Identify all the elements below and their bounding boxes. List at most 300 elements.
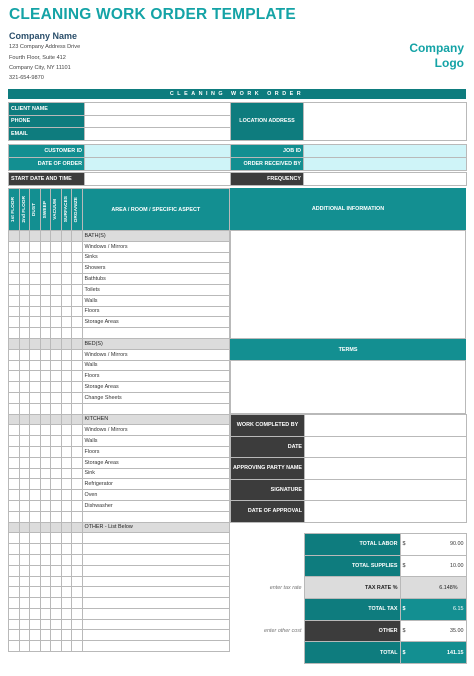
check-cell[interactable] xyxy=(51,490,62,501)
check-cell[interactable] xyxy=(72,533,83,544)
check-cell[interactable] xyxy=(19,554,30,565)
check-cell[interactable] xyxy=(61,457,72,468)
check-cell[interactable] xyxy=(61,576,72,587)
check-cell[interactable] xyxy=(61,284,72,295)
check-cell[interactable] xyxy=(51,479,62,490)
check-cell[interactable] xyxy=(51,533,62,544)
check-cell[interactable] xyxy=(19,619,30,630)
check-cell[interactable] xyxy=(51,500,62,511)
check-cell[interactable] xyxy=(19,479,30,490)
check-cell[interactable] xyxy=(30,274,41,285)
check-cell[interactable] xyxy=(30,338,41,349)
check-cell[interactable] xyxy=(61,328,72,339)
check-cell[interactable] xyxy=(51,565,62,576)
check-cell[interactable] xyxy=(9,436,20,447)
check-cell[interactable] xyxy=(61,263,72,274)
check-cell[interactable] xyxy=(9,468,20,479)
check-cell[interactable] xyxy=(72,565,83,576)
area-blank-field[interactable] xyxy=(82,576,230,587)
check-cell[interactable] xyxy=(40,446,51,457)
check-cell[interactable] xyxy=(51,619,62,630)
check-cell[interactable] xyxy=(72,241,83,252)
check-cell[interactable] xyxy=(30,598,41,609)
check-cell[interactable] xyxy=(72,295,83,306)
check-cell[interactable] xyxy=(30,425,41,436)
check-cell[interactable] xyxy=(30,263,41,274)
check-cell[interactable] xyxy=(19,349,30,360)
check-cell[interactable] xyxy=(30,554,41,565)
check-cell[interactable] xyxy=(30,392,41,403)
check-cell[interactable] xyxy=(61,468,72,479)
check-cell[interactable] xyxy=(30,544,41,555)
check-cell[interactable] xyxy=(72,306,83,317)
check-cell[interactable] xyxy=(61,587,72,598)
check-cell[interactable] xyxy=(9,231,20,242)
check-cell[interactable] xyxy=(40,328,51,339)
check-cell[interactable] xyxy=(72,446,83,457)
check-cell[interactable] xyxy=(40,349,51,360)
check-cell[interactable] xyxy=(40,511,51,522)
check-cell[interactable] xyxy=(9,490,20,501)
other-value[interactable]: 35.00 xyxy=(409,620,466,642)
check-cell[interactable] xyxy=(61,317,72,328)
check-cell[interactable] xyxy=(72,274,83,285)
additional-info-field[interactable] xyxy=(230,230,466,339)
check-cell[interactable] xyxy=(9,598,20,609)
job-id-field[interactable] xyxy=(304,145,467,158)
check-cell[interactable] xyxy=(51,414,62,425)
check-cell[interactable] xyxy=(40,231,51,242)
check-cell[interactable] xyxy=(61,641,72,652)
check-cell[interactable] xyxy=(72,338,83,349)
check-cell[interactable] xyxy=(72,436,83,447)
check-cell[interactable] xyxy=(51,263,62,274)
check-cell[interactable] xyxy=(30,414,41,425)
check-cell[interactable] xyxy=(9,414,20,425)
check-cell[interactable] xyxy=(9,641,20,652)
check-cell[interactable] xyxy=(72,554,83,565)
check-cell[interactable] xyxy=(19,317,30,328)
date-of-approval-field[interactable] xyxy=(305,501,467,523)
check-cell[interactable] xyxy=(30,403,41,414)
check-cell[interactable] xyxy=(9,403,20,414)
check-cell[interactable] xyxy=(61,479,72,490)
check-cell[interactable] xyxy=(61,500,72,511)
check-cell[interactable] xyxy=(19,263,30,274)
check-cell[interactable] xyxy=(40,641,51,652)
check-cell[interactable] xyxy=(30,231,41,242)
check-cell[interactable] xyxy=(61,274,72,285)
check-cell[interactable] xyxy=(51,306,62,317)
check-cell[interactable] xyxy=(19,241,30,252)
check-cell[interactable] xyxy=(19,295,30,306)
check-cell[interactable] xyxy=(40,468,51,479)
check-cell[interactable] xyxy=(72,468,83,479)
check-cell[interactable] xyxy=(9,554,20,565)
check-cell[interactable] xyxy=(40,371,51,382)
check-cell[interactable] xyxy=(19,436,30,447)
check-cell[interactable] xyxy=(9,317,20,328)
tax-rate-value[interactable]: 6.148% xyxy=(400,577,466,599)
check-cell[interactable] xyxy=(61,533,72,544)
work-completed-field[interactable] xyxy=(305,415,467,437)
check-cell[interactable] xyxy=(72,544,83,555)
check-cell[interactable] xyxy=(19,425,30,436)
check-cell[interactable] xyxy=(19,511,30,522)
check-cell[interactable] xyxy=(30,457,41,468)
check-cell[interactable] xyxy=(40,295,51,306)
check-cell[interactable] xyxy=(19,403,30,414)
check-cell[interactable] xyxy=(19,565,30,576)
area-blank-field[interactable] xyxy=(82,598,230,609)
check-cell[interactable] xyxy=(9,252,20,263)
check-cell[interactable] xyxy=(51,576,62,587)
check-cell[interactable] xyxy=(40,565,51,576)
check-cell[interactable] xyxy=(30,522,41,533)
check-cell[interactable] xyxy=(40,360,51,371)
check-cell[interactable] xyxy=(9,479,20,490)
check-cell[interactable] xyxy=(61,306,72,317)
check-cell[interactable] xyxy=(40,241,51,252)
check-cell[interactable] xyxy=(30,479,41,490)
check-cell[interactable] xyxy=(40,619,51,630)
check-cell[interactable] xyxy=(51,295,62,306)
check-cell[interactable] xyxy=(19,522,30,533)
check-cell[interactable] xyxy=(30,241,41,252)
area-blank-field[interactable] xyxy=(82,544,230,555)
check-cell[interactable] xyxy=(30,565,41,576)
check-cell[interactable] xyxy=(9,511,20,522)
check-cell[interactable] xyxy=(19,641,30,652)
check-cell[interactable] xyxy=(72,414,83,425)
check-cell[interactable] xyxy=(40,425,51,436)
check-cell[interactable] xyxy=(61,446,72,457)
check-cell[interactable] xyxy=(51,522,62,533)
check-cell[interactable] xyxy=(51,241,62,252)
check-cell[interactable] xyxy=(30,630,41,641)
check-cell[interactable] xyxy=(19,468,30,479)
check-cell[interactable] xyxy=(40,392,51,403)
check-cell[interactable] xyxy=(9,338,20,349)
check-cell[interactable] xyxy=(61,565,72,576)
check-cell[interactable] xyxy=(51,641,62,652)
check-cell[interactable] xyxy=(30,608,41,619)
check-cell[interactable] xyxy=(30,619,41,630)
check-cell[interactable] xyxy=(51,382,62,393)
check-cell[interactable] xyxy=(72,360,83,371)
area-blank-field[interactable] xyxy=(82,554,230,565)
check-cell[interactable] xyxy=(30,641,41,652)
check-cell[interactable] xyxy=(9,425,20,436)
check-cell[interactable] xyxy=(30,576,41,587)
signature-field[interactable] xyxy=(305,479,467,501)
check-cell[interactable] xyxy=(40,630,51,641)
check-cell[interactable] xyxy=(72,263,83,274)
check-cell[interactable] xyxy=(51,317,62,328)
check-cell[interactable] xyxy=(51,371,62,382)
check-cell[interactable] xyxy=(61,630,72,641)
phone-field[interactable] xyxy=(85,115,231,128)
check-cell[interactable] xyxy=(19,231,30,242)
check-cell[interactable] xyxy=(72,479,83,490)
check-cell[interactable] xyxy=(51,468,62,479)
check-cell[interactable] xyxy=(9,371,20,382)
total-supplies-value[interactable]: 10.00 xyxy=(409,555,466,577)
check-cell[interactable] xyxy=(19,500,30,511)
check-cell[interactable] xyxy=(40,284,51,295)
check-cell[interactable] xyxy=(19,446,30,457)
check-cell[interactable] xyxy=(72,598,83,609)
check-cell[interactable] xyxy=(9,544,20,555)
check-cell[interactable] xyxy=(19,457,30,468)
check-cell[interactable] xyxy=(51,360,62,371)
check-cell[interactable] xyxy=(9,587,20,598)
check-cell[interactable] xyxy=(30,295,41,306)
email-field[interactable] xyxy=(85,128,231,141)
check-cell[interactable] xyxy=(61,598,72,609)
check-cell[interactable] xyxy=(40,274,51,285)
check-cell[interactable] xyxy=(30,284,41,295)
frequency-field[interactable] xyxy=(304,173,467,186)
check-cell[interactable] xyxy=(51,338,62,349)
check-cell[interactable] xyxy=(51,349,62,360)
check-cell[interactable] xyxy=(40,382,51,393)
date-field[interactable] xyxy=(305,436,467,458)
check-cell[interactable] xyxy=(40,457,51,468)
total-labor-value[interactable]: 90.00 xyxy=(409,534,466,556)
check-cell[interactable] xyxy=(61,349,72,360)
check-cell[interactable] xyxy=(61,414,72,425)
check-cell[interactable] xyxy=(72,641,83,652)
check-cell[interactable] xyxy=(30,436,41,447)
check-cell[interactable] xyxy=(19,533,30,544)
check-cell[interactable] xyxy=(61,231,72,242)
check-cell[interactable] xyxy=(61,382,72,393)
check-cell[interactable] xyxy=(19,274,30,285)
check-cell[interactable] xyxy=(51,425,62,436)
check-cell[interactable] xyxy=(30,360,41,371)
check-cell[interactable] xyxy=(51,328,62,339)
area-blank-field[interactable] xyxy=(82,511,230,522)
check-cell[interactable] xyxy=(72,608,83,619)
check-cell[interactable] xyxy=(61,544,72,555)
check-cell[interactable] xyxy=(30,587,41,598)
order-received-field[interactable] xyxy=(304,158,467,171)
area-blank-field[interactable] xyxy=(82,619,230,630)
check-cell[interactable] xyxy=(19,576,30,587)
check-cell[interactable] xyxy=(51,598,62,609)
check-cell[interactable] xyxy=(61,436,72,447)
check-cell[interactable] xyxy=(72,457,83,468)
check-cell[interactable] xyxy=(61,490,72,501)
check-cell[interactable] xyxy=(51,403,62,414)
check-cell[interactable] xyxy=(19,382,30,393)
check-cell[interactable] xyxy=(51,436,62,447)
area-blank-field[interactable] xyxy=(82,533,230,544)
check-cell[interactable] xyxy=(30,317,41,328)
check-cell[interactable] xyxy=(9,533,20,544)
check-cell[interactable] xyxy=(9,263,20,274)
check-cell[interactable] xyxy=(61,608,72,619)
check-cell[interactable] xyxy=(40,403,51,414)
check-cell[interactable] xyxy=(72,511,83,522)
check-cell[interactable] xyxy=(40,317,51,328)
check-cell[interactable] xyxy=(72,619,83,630)
check-cell[interactable] xyxy=(19,252,30,263)
check-cell[interactable] xyxy=(9,630,20,641)
check-cell[interactable] xyxy=(51,231,62,242)
check-cell[interactable] xyxy=(9,619,20,630)
check-cell[interactable] xyxy=(72,522,83,533)
check-cell[interactable] xyxy=(30,468,41,479)
check-cell[interactable] xyxy=(40,263,51,274)
check-cell[interactable] xyxy=(72,371,83,382)
check-cell[interactable] xyxy=(40,576,51,587)
check-cell[interactable] xyxy=(61,371,72,382)
check-cell[interactable] xyxy=(61,295,72,306)
area-blank-field[interactable] xyxy=(82,641,230,652)
check-cell[interactable] xyxy=(19,587,30,598)
check-cell[interactable] xyxy=(61,338,72,349)
check-cell[interactable] xyxy=(40,338,51,349)
check-cell[interactable] xyxy=(51,252,62,263)
check-cell[interactable] xyxy=(61,241,72,252)
check-cell[interactable] xyxy=(72,500,83,511)
check-cell[interactable] xyxy=(9,392,20,403)
check-cell[interactable] xyxy=(19,360,30,371)
check-cell[interactable] xyxy=(72,587,83,598)
check-cell[interactable] xyxy=(19,608,30,619)
check-cell[interactable] xyxy=(40,587,51,598)
check-cell[interactable] xyxy=(72,403,83,414)
check-cell[interactable] xyxy=(51,274,62,285)
check-cell[interactable] xyxy=(72,231,83,242)
area-blank-field[interactable] xyxy=(82,403,230,414)
area-blank-field[interactable] xyxy=(82,565,230,576)
check-cell[interactable] xyxy=(9,306,20,317)
check-cell[interactable] xyxy=(61,425,72,436)
check-cell[interactable] xyxy=(19,392,30,403)
check-cell[interactable] xyxy=(19,338,30,349)
check-cell[interactable] xyxy=(9,274,20,285)
check-cell[interactable] xyxy=(30,328,41,339)
customer-id-field[interactable] xyxy=(85,145,231,158)
check-cell[interactable] xyxy=(30,446,41,457)
check-cell[interactable] xyxy=(9,295,20,306)
client-name-field[interactable] xyxy=(85,103,231,116)
check-cell[interactable] xyxy=(51,284,62,295)
check-cell[interactable] xyxy=(40,414,51,425)
check-cell[interactable] xyxy=(51,511,62,522)
check-cell[interactable] xyxy=(72,576,83,587)
check-cell[interactable] xyxy=(9,241,20,252)
check-cell[interactable] xyxy=(40,306,51,317)
check-cell[interactable] xyxy=(40,544,51,555)
check-cell[interactable] xyxy=(51,630,62,641)
check-cell[interactable] xyxy=(19,284,30,295)
terms-field[interactable] xyxy=(230,360,466,414)
check-cell[interactable] xyxy=(30,511,41,522)
check-cell[interactable] xyxy=(9,446,20,457)
check-cell[interactable] xyxy=(30,500,41,511)
check-cell[interactable] xyxy=(72,317,83,328)
check-cell[interactable] xyxy=(19,414,30,425)
check-cell[interactable] xyxy=(9,522,20,533)
check-cell[interactable] xyxy=(51,457,62,468)
check-cell[interactable] xyxy=(51,608,62,619)
check-cell[interactable] xyxy=(72,252,83,263)
check-cell[interactable] xyxy=(51,554,62,565)
location-address-field[interactable] xyxy=(304,103,467,141)
check-cell[interactable] xyxy=(61,252,72,263)
check-cell[interactable] xyxy=(51,392,62,403)
check-cell[interactable] xyxy=(72,392,83,403)
check-cell[interactable] xyxy=(9,608,20,619)
check-cell[interactable] xyxy=(19,630,30,641)
check-cell[interactable] xyxy=(40,436,51,447)
check-cell[interactable] xyxy=(40,598,51,609)
check-cell[interactable] xyxy=(9,457,20,468)
check-cell[interactable] xyxy=(30,490,41,501)
check-cell[interactable] xyxy=(61,522,72,533)
start-date-field[interactable] xyxy=(85,173,231,186)
check-cell[interactable] xyxy=(72,490,83,501)
check-cell[interactable] xyxy=(19,371,30,382)
check-cell[interactable] xyxy=(40,522,51,533)
check-cell[interactable] xyxy=(61,511,72,522)
check-cell[interactable] xyxy=(9,565,20,576)
area-blank-field[interactable] xyxy=(82,608,230,619)
check-cell[interactable] xyxy=(9,382,20,393)
check-cell[interactable] xyxy=(61,392,72,403)
check-cell[interactable] xyxy=(51,446,62,457)
check-cell[interactable] xyxy=(19,490,30,501)
check-cell[interactable] xyxy=(9,576,20,587)
approving-party-field[interactable] xyxy=(305,458,467,480)
check-cell[interactable] xyxy=(30,371,41,382)
check-cell[interactable] xyxy=(19,306,30,317)
check-cell[interactable] xyxy=(30,306,41,317)
check-cell[interactable] xyxy=(61,403,72,414)
check-cell[interactable] xyxy=(61,360,72,371)
check-cell[interactable] xyxy=(40,479,51,490)
check-cell[interactable] xyxy=(9,360,20,371)
check-cell[interactable] xyxy=(9,328,20,339)
check-cell[interactable] xyxy=(72,284,83,295)
date-of-order-field[interactable] xyxy=(85,158,231,171)
check-cell[interactable] xyxy=(9,284,20,295)
check-cell[interactable] xyxy=(61,619,72,630)
check-cell[interactable] xyxy=(72,328,83,339)
check-cell[interactable] xyxy=(9,349,20,360)
check-cell[interactable] xyxy=(40,500,51,511)
area-blank-field[interactable] xyxy=(82,587,230,598)
check-cell[interactable] xyxy=(40,252,51,263)
check-cell[interactable] xyxy=(72,349,83,360)
area-blank-field[interactable] xyxy=(82,328,230,339)
check-cell[interactable] xyxy=(30,382,41,393)
check-cell[interactable] xyxy=(19,598,30,609)
check-cell[interactable] xyxy=(40,490,51,501)
check-cell[interactable] xyxy=(30,349,41,360)
check-cell[interactable] xyxy=(19,328,30,339)
check-cell[interactable] xyxy=(40,554,51,565)
check-cell[interactable] xyxy=(40,533,51,544)
check-cell[interactable] xyxy=(72,382,83,393)
check-cell[interactable] xyxy=(40,608,51,619)
check-cell[interactable] xyxy=(72,630,83,641)
check-cell[interactable] xyxy=(72,425,83,436)
